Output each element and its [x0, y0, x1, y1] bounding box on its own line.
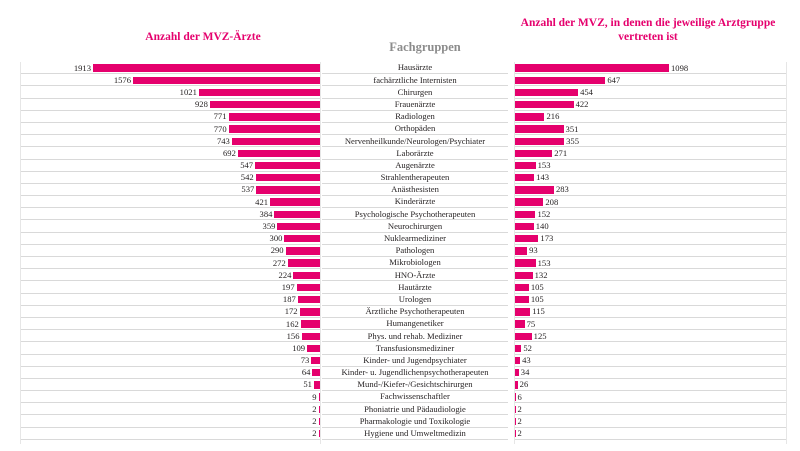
left-bar-row	[20, 367, 320, 379]
left-bar-row	[20, 172, 320, 184]
left-bar	[210, 101, 320, 108]
category-label: Urologen	[398, 293, 432, 304]
right-bar	[514, 345, 521, 352]
category-row	[322, 269, 508, 281]
right-bar-value: 2	[517, 416, 522, 427]
category-label: Anästhesisten	[391, 184, 439, 195]
right-bar	[514, 150, 552, 157]
category-label: Radiologen	[395, 111, 435, 122]
left-bar-row	[20, 160, 320, 172]
category-row	[322, 62, 508, 74]
category-label: Laborärzte	[396, 147, 434, 158]
left-bar	[298, 296, 320, 303]
left-bar	[232, 138, 320, 145]
right-bar-value: 125	[533, 330, 547, 341]
right-bar-value: 93	[529, 245, 538, 256]
right-bar-chart	[514, 62, 786, 440]
right-bar-value: 152	[537, 208, 551, 219]
left-bar-row	[20, 318, 320, 330]
category-label: Hautärzte	[398, 281, 432, 292]
left-bar-value: 692	[223, 147, 236, 158]
right-bar-row	[514, 391, 786, 403]
left-bar	[311, 357, 320, 364]
left-bar-row	[20, 184, 320, 196]
right-bar-row	[514, 379, 786, 391]
right-bar-value: 173	[540, 233, 554, 244]
right-bar-value: 34	[520, 367, 530, 378]
right-axis-line	[514, 62, 515, 444]
category-label: Orthopäden	[394, 123, 436, 134]
left-bar-row	[20, 379, 320, 391]
right-bar	[514, 64, 669, 71]
right-bar-row	[514, 415, 786, 427]
left-bar-value: 290	[270, 245, 284, 256]
category-row	[322, 135, 508, 147]
right-bar-value: 43	[522, 355, 531, 366]
right-bar-row	[514, 208, 786, 220]
left-bar-value: 224	[278, 269, 292, 280]
left-bar-row	[20, 135, 320, 147]
category-label: Ärztliche Psychotherapeuten	[365, 306, 465, 317]
right-bar	[514, 259, 536, 266]
left-bar	[284, 235, 320, 242]
right-bar-row	[514, 160, 786, 172]
right-bar-row	[514, 318, 786, 330]
left-bar-value: 771	[213, 111, 227, 122]
category-label: Mund-/Kiefer-/Gesichtschirurgen	[357, 379, 473, 390]
right-bar-row	[514, 172, 786, 184]
left-bar	[256, 174, 320, 181]
right-bar	[514, 235, 538, 242]
category-label: fachärztliche Internisten	[373, 74, 457, 85]
right-bar-row	[514, 330, 786, 342]
right-bar	[514, 77, 605, 84]
right-bar-value: 454	[580, 86, 593, 97]
left-bar-value: 2	[312, 416, 317, 427]
left-bar	[93, 64, 320, 71]
left-bar-row	[20, 330, 320, 342]
category-label: Transfusionsmediziner	[375, 342, 455, 353]
category-label: Humangenetiker	[386, 318, 444, 329]
left-bar	[256, 186, 320, 193]
left-bar-value: 109	[292, 342, 306, 353]
left-bar-row	[20, 245, 320, 257]
category-row	[322, 196, 508, 208]
category-row	[322, 330, 508, 342]
left-bar-value: 743	[216, 135, 230, 146]
right-bar	[514, 125, 564, 132]
category-row	[322, 342, 508, 354]
right-bar-row	[514, 135, 786, 147]
left-bar-row	[20, 62, 320, 74]
right-bar-value: 153	[537, 160, 551, 171]
left-bar-value: 547	[240, 160, 254, 171]
left-bar	[255, 162, 320, 169]
right-bar-row	[514, 184, 786, 196]
left-bar-value: 2	[312, 428, 317, 439]
left-bar-value: 73	[300, 355, 310, 366]
left-bar-value: 51	[303, 379, 312, 390]
left-bar-value: 384	[259, 208, 273, 219]
category-row	[322, 99, 508, 111]
left-bar-value: 9	[312, 391, 317, 402]
left-bar-value: 162	[285, 318, 299, 329]
row-baseline	[322, 439, 508, 440]
right-bar	[514, 308, 530, 315]
left-bar-value: 2	[312, 403, 317, 414]
left-bar-row	[20, 306, 320, 318]
left-bar	[288, 259, 320, 266]
right-bar	[514, 138, 564, 145]
left-bar-chart	[20, 62, 320, 440]
right-bar-value: 153	[537, 257, 551, 268]
right-bar	[514, 113, 544, 120]
left-bar	[302, 333, 321, 340]
right-bar-row	[514, 281, 786, 293]
category-label: Psychologische Psychotherapeuten	[354, 208, 476, 219]
left-bar-value: 64	[301, 367, 311, 378]
left-bar-row	[20, 233, 320, 245]
left-bar-value: 542	[240, 172, 254, 183]
category-row	[322, 172, 508, 184]
left-bar-value: 359	[262, 221, 276, 232]
category-row	[322, 318, 508, 330]
category-label: Chirurgen	[397, 86, 433, 97]
left-bar-value: 537	[241, 184, 255, 195]
right-bar-row	[514, 342, 786, 354]
right-bar-row	[514, 355, 786, 367]
left-bar-row	[20, 86, 320, 98]
left-bar-value: 197	[281, 281, 295, 292]
category-label: Phoniatrie und Pädaudiologie	[364, 403, 466, 414]
right-bar-row	[514, 306, 786, 318]
category-row	[322, 208, 508, 220]
category-row	[322, 391, 508, 403]
right-bar-value: 2	[517, 403, 522, 414]
right-bar-row	[514, 269, 786, 281]
right-bar-row	[514, 123, 786, 135]
right-bar-row	[514, 147, 786, 159]
left-bar-row	[20, 196, 320, 208]
left-bar	[307, 345, 320, 352]
left-bar	[133, 77, 320, 84]
category-label: Augenärzte	[395, 159, 435, 170]
right-bar-value: 2	[517, 428, 522, 439]
right-bar-row	[514, 257, 786, 269]
category-row	[322, 147, 508, 159]
category-label: Kinder- u. Jugendlichenpsychotherapeuten	[341, 367, 489, 378]
right-bar	[514, 272, 533, 279]
right-panel-edge	[786, 62, 787, 444]
left-bar-row	[20, 208, 320, 220]
right-bar-row	[514, 233, 786, 245]
left-bar-value: 928	[195, 99, 208, 110]
left-bar-row	[20, 269, 320, 281]
right-bar	[514, 296, 529, 303]
category-row	[322, 428, 508, 440]
left-bar	[274, 211, 320, 218]
left-bar-value: 421	[255, 196, 269, 207]
left-bar	[238, 150, 320, 157]
category-row	[322, 233, 508, 245]
left-bar-value: 1913	[73, 62, 91, 73]
category-row	[322, 294, 508, 306]
right-bar	[514, 211, 535, 218]
left-bar-row	[20, 74, 320, 86]
category-label: Hygiene und Umweltmedizin	[364, 428, 466, 439]
right-bar-value: 216	[546, 111, 560, 122]
category-label: Phys. und rehab. Mediziner	[367, 330, 463, 341]
left-bar-row	[20, 391, 320, 403]
category-row	[322, 86, 508, 98]
category-row	[322, 415, 508, 427]
left-panel-edge	[320, 62, 321, 444]
left-bar-row	[20, 355, 320, 367]
right-bar	[514, 284, 529, 291]
left-bar-value: 1021	[179, 86, 197, 97]
right-bar-value: 271	[554, 147, 568, 158]
right-bar-value: 208	[545, 196, 559, 207]
left-bar-value: 1576	[113, 74, 131, 85]
left-bar-value: 770	[213, 123, 227, 134]
left-bar-row	[20, 281, 320, 293]
right-bar-row	[514, 403, 786, 415]
left-bar	[301, 320, 320, 327]
category-row	[322, 367, 508, 379]
category-row	[322, 306, 508, 318]
right-bar-value: 115	[532, 306, 545, 317]
category-row	[322, 245, 508, 257]
right-bar-row	[514, 294, 786, 306]
left-bar	[229, 125, 320, 132]
category-row	[322, 123, 508, 135]
left-bar-row	[20, 147, 320, 159]
left-bar	[297, 284, 320, 291]
right-bar-row	[514, 220, 786, 232]
left-bar	[229, 113, 320, 120]
right-bar-value: 75	[526, 318, 536, 329]
left-bar-row	[20, 294, 320, 306]
middle-column-title: Fachgruppen	[389, 40, 461, 54]
right-bar	[514, 186, 554, 193]
row-baseline	[20, 439, 320, 440]
category-row	[322, 220, 508, 232]
left-bar-row	[20, 403, 320, 415]
category-label: Mikrobiologen	[389, 257, 441, 268]
left-bar	[312, 369, 320, 376]
right-bar	[514, 320, 525, 327]
right-bar-value: 422	[575, 99, 589, 110]
left-bar	[270, 198, 320, 205]
right-bar-row	[514, 367, 786, 379]
right-bar-row	[514, 99, 786, 111]
right-bar	[514, 198, 543, 205]
left-bar-row	[20, 415, 320, 427]
right-bar-row	[514, 111, 786, 123]
right-bar-row	[514, 86, 786, 98]
right-bar-value: 52	[523, 342, 532, 353]
category-row	[322, 111, 508, 123]
category-row	[322, 355, 508, 367]
category-row	[322, 379, 508, 391]
left-bar	[286, 247, 320, 254]
right-bar-value: 351	[565, 123, 579, 134]
category-row	[322, 257, 508, 269]
category-label: Neurochirurgen	[387, 220, 443, 231]
category-label: Pathologen	[395, 245, 435, 256]
left-bar	[199, 89, 320, 96]
left-bar-value: 156	[286, 330, 300, 341]
left-bar-row	[20, 342, 320, 354]
right-bar	[514, 101, 574, 108]
category-label: Kinder- und Jugendpsychiater	[363, 354, 467, 365]
right-bar-row	[514, 62, 786, 74]
category-label: Nervenheilkunde/Neurologen/Psychiater	[344, 135, 486, 146]
right-bar-value: 1098	[671, 62, 689, 73]
category-label: Strahlentherapeuten	[380, 172, 450, 183]
right-bar	[514, 162, 536, 169]
category-label: Pharmakologie und Toxikologie	[359, 415, 471, 426]
category-label: HNO-Ärzte	[394, 269, 436, 280]
right-bar-value: 105	[530, 294, 544, 305]
right-bar	[514, 223, 534, 230]
right-bar-value: 355	[566, 135, 579, 146]
right-bar-row	[514, 74, 786, 86]
left-bar	[300, 308, 320, 315]
category-row	[322, 281, 508, 293]
left-chart-title: Anzahl der MVZ-Ärzte	[145, 31, 261, 43]
category-label: Kinderärzte	[394, 196, 436, 207]
right-bar-value: 105	[530, 281, 544, 292]
right-bar-value: 143	[536, 172, 550, 183]
left-bar-value: 187	[282, 294, 296, 305]
right-bar	[514, 247, 527, 254]
right-bar-value: 647	[607, 74, 621, 85]
right-bar-value: 283	[555, 184, 569, 195]
right-chart-title: Anzahl der MVZ, in denen die jeweilige Arztgruppe vertreten ist	[520, 17, 776, 43]
right-bar-value: 6	[517, 391, 522, 402]
right-bar-row	[514, 196, 786, 208]
category-row	[322, 160, 508, 172]
right-bar	[514, 89, 578, 96]
right-bar-row	[514, 428, 786, 440]
category-row	[322, 403, 508, 415]
right-bar-value: 26	[519, 379, 529, 390]
left-bar-value: 300	[269, 233, 283, 244]
left-bar	[293, 272, 320, 279]
left-bar-row	[20, 123, 320, 135]
category-row	[322, 184, 508, 196]
left-axis-line	[20, 62, 21, 444]
right-bar-value: 140	[535, 221, 549, 232]
category-label: Hausärzte	[397, 62, 433, 73]
category-label: Fachwissenschaftler	[380, 391, 450, 402]
category-row	[322, 74, 508, 86]
category-label: Nuklearmediziner	[383, 233, 447, 244]
category-label: Frauenärzte	[394, 98, 436, 109]
left-bar-row	[20, 428, 320, 440]
row-baseline	[514, 439, 786, 440]
left-bar	[277, 223, 320, 230]
left-bar-row	[20, 220, 320, 232]
right-bar	[514, 333, 532, 340]
left-bar-value: 272	[272, 257, 286, 268]
right-bar	[514, 174, 534, 181]
left-bar-row	[20, 111, 320, 123]
left-bar-row	[20, 99, 320, 111]
category-label-column	[322, 62, 508, 440]
right-bar-row	[514, 245, 786, 257]
left-bar-value: 172	[284, 306, 298, 317]
left-bar-row	[20, 257, 320, 269]
right-bar-value: 132	[534, 269, 548, 280]
